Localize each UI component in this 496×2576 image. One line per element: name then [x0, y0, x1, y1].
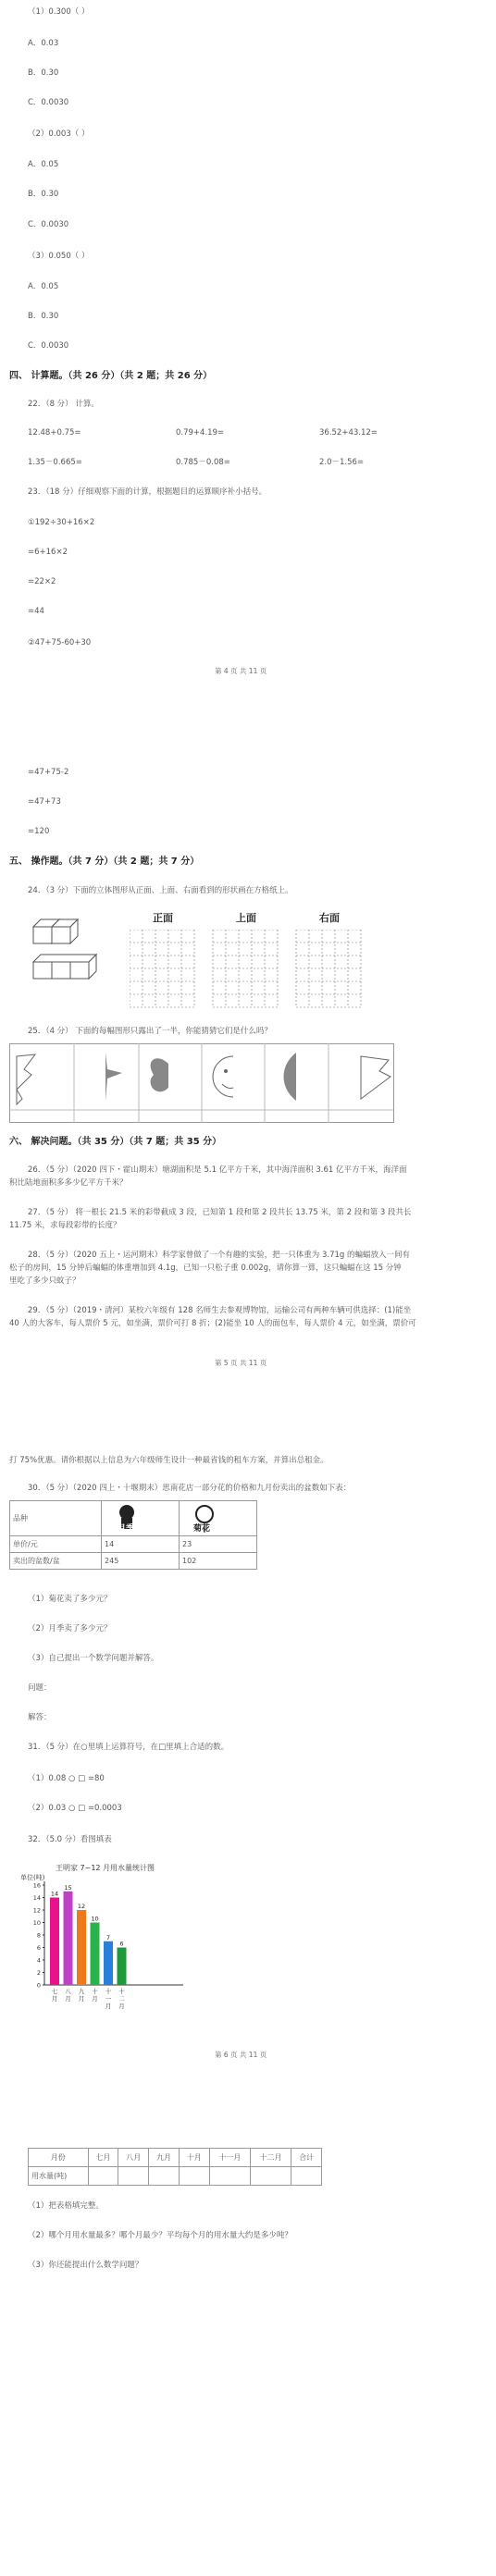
- q23-line: ②47+75-60+30: [28, 638, 92, 647]
- q3-2-label: （2）0.003（ ）: [28, 129, 90, 139]
- q28-line2: 松子的房间，15 分钟后蝙蝠的体重增加到 4.1g，已知一只松子重 0.002g，请你算一算，这只蝙蝠在这 15 分钟: [9, 1263, 402, 1273]
- x-tick-label: 十: [92, 1988, 98, 1995]
- half-face-icon: [213, 1056, 233, 1097]
- q23-line: =47+73: [28, 797, 61, 807]
- y-tick-label: 14: [32, 1894, 41, 1902]
- x-tick-label: 月: [51, 1995, 58, 2003]
- x-tick-label: 月: [105, 2003, 112, 2010]
- q22-item: 1.35－0.665=: [28, 458, 82, 467]
- bar-value-label: 6: [119, 1940, 124, 1948]
- section-6-title: 六、 解决问题。（共 35 分）（共 7 题；共 35 分）: [9, 1137, 222, 1147]
- x-tick-label: 月: [65, 1995, 71, 2003]
- answer-cell[interactable]: [88, 2167, 118, 2186]
- q3-3-label: （3）0.050（ ）: [28, 252, 90, 261]
- q3-3-option-c[interactable]: C．0.0030: [28, 341, 69, 351]
- y-tick-label: 16: [32, 1881, 41, 1890]
- table-header: 七月: [88, 2149, 118, 2167]
- q30-stem: 30．（5 分）（2020 四上・十堰期末）思南花店一部分花的价格和九月份卖出的盆数如下表：: [28, 1484, 352, 1493]
- q32-sub2: （2）哪个月用水量最多？哪个月最少？平均每个月的用水量大约是多少吨？: [28, 2231, 292, 2240]
- water-usage-bar-chart: [19, 1874, 194, 2013]
- y-tick-label: 4: [36, 1956, 41, 1965]
- bar: [64, 1892, 73, 1985]
- x-tick-label: 月: [78, 1995, 85, 2003]
- answer-grid[interactable]: [130, 930, 370, 1013]
- y-tick-label: 10: [32, 1919, 41, 1927]
- q29-line1: 29．（5 分）（2019・清河）某校六年级有 128 名师生去参观博物馆，运输公司有两种车辆可供选择：(1)能坐: [28, 1306, 412, 1315]
- q29-line3: 打 75%优惠。请你根据以上信息为六年级师生设计一种最省钱的租车方案，并算出总租金。: [9, 1456, 329, 1465]
- x-tick-label: 月: [118, 2003, 125, 2010]
- table-cell: 245: [102, 1553, 180, 1570]
- x-tick-label: 十: [105, 1988, 112, 1995]
- water-usage-table: [28, 2148, 322, 2186]
- q32-sub3: （3）你还能提出什么数学问题？: [28, 2261, 143, 2270]
- q3-2-option-b[interactable]: B．0.30: [28, 190, 59, 199]
- cube-face: [52, 962, 70, 979]
- y-tick-label: 2: [36, 1969, 41, 1977]
- bar-value-label: 12: [77, 1903, 86, 1910]
- x-tick-label: 月: [92, 1995, 98, 2003]
- q32-sub1: （1）把表格填完整。: [28, 2201, 104, 2211]
- y-tick-label: 12: [32, 1906, 41, 1915]
- q29-line2: 40 人的大客车，每人票价 5 元，如坐满，票价可打 8 折；(2)能坐 10 人的面包车，每人票价 4 元，如坐满，票价可: [9, 1319, 416, 1328]
- answer-cell[interactable]: [149, 2167, 180, 2186]
- bar-value-label: 10: [91, 1915, 99, 1923]
- bar: [104, 1941, 113, 1985]
- half-butterfly-icon: [151, 1058, 168, 1091]
- cube-face: [33, 955, 96, 962]
- bar: [77, 1910, 86, 1985]
- half-tree-icon: [17, 1054, 35, 1104]
- q27-line1: 27．（5 分） 将一根长 21.5 米的彩带截成 3 段，已知第 1 段和第 2 段共长 13.75 米，第 2 段和第 3 段共长: [28, 1208, 412, 1217]
- view-front-label: 正面: [153, 912, 173, 924]
- q31-stem: 31．（5 分）在○里填上运算符号，在□里填上合适的数。: [28, 1743, 229, 1752]
- q22-item: 2.0－1.56=: [319, 458, 365, 467]
- bar: [50, 1898, 59, 1986]
- q28-line3: 里吃了多少只蚊子？: [9, 1276, 81, 1286]
- q23-line: =47+75-2: [28, 768, 69, 777]
- page-number: 第 4 页 共 11 页: [215, 667, 267, 675]
- q24-stem: 24．（3 分）下面的立体图形从正面、上面、右面看到的形状画在方格纸上。: [28, 886, 293, 895]
- bar-value-label: 7: [105, 1933, 111, 1941]
- x-tick-label: 一: [105, 1995, 112, 2003]
- bar: [91, 1923, 100, 1986]
- q26-line2: 积比陆地面积多多少亿平方千米？: [9, 1178, 128, 1188]
- chart-title: 王明家 7~12 月用水量统计图: [56, 1864, 155, 1872]
- half-figures-panel: [9, 1043, 398, 1127]
- y-tick-label: 0: [36, 1981, 41, 1990]
- q23-line: =44: [28, 607, 44, 616]
- bar-value-label: 15: [64, 1883, 72, 1892]
- table-cell: 14: [102, 1536, 180, 1553]
- half-leaf-icon: [284, 1053, 297, 1101]
- x-tick-label: 七: [51, 1988, 58, 1995]
- table-header: 合计: [291, 2149, 322, 2167]
- q22-item: 0.79+4.19=: [176, 428, 225, 438]
- y-axis-label: 单位(吨): [20, 1874, 45, 1881]
- table-header: 八月: [118, 2149, 149, 2167]
- table-header-chrysanthemum: [180, 1501, 257, 1536]
- q31-sub1[interactable]: （1）0.08 ○ □ =80: [28, 1774, 105, 1783]
- bar: [118, 1948, 127, 1986]
- q30-sub1: （1）菊花卖了多少元？: [28, 1595, 112, 1604]
- table-header-rose: [102, 1501, 180, 1536]
- q23-line: ①192÷30+16×2: [28, 518, 95, 527]
- rose-label: 月季: [118, 1523, 135, 1534]
- q32-stem: 32．（5.0 分）看图填表: [28, 1835, 112, 1844]
- half-star-icon: [105, 1053, 122, 1101]
- table-header: 品种: [10, 1501, 102, 1536]
- q22-item: 12.48+0.75=: [28, 428, 81, 438]
- q23-line: =22×2: [28, 577, 56, 586]
- page-number: 第 5 页 共 11 页: [215, 1359, 267, 1367]
- y-tick-label: 6: [36, 1944, 41, 1952]
- q3-1-option-b[interactable]: B．0.30: [28, 68, 59, 78]
- question-label: 问题：: [28, 1683, 52, 1693]
- table-header: 十一月: [209, 2149, 250, 2167]
- view-top-label: 上面: [236, 912, 256, 924]
- section-5-title: 五、 操作题。（共 7 分）（共 2 题；共 7 分）: [9, 857, 200, 867]
- cube-face: [33, 927, 52, 943]
- q25-stem: 25．（4 分） 下面的每幅图形只露出了一半，你能猜猜它们是什么吗？: [28, 1027, 272, 1036]
- table-cell: 23: [180, 1536, 257, 1553]
- q31-sub2[interactable]: （2）0.03 ○ □ =0.0003: [28, 1804, 122, 1813]
- q26-line1: 26．（5 分）（2020 四下・霍山期末）塘湖面积是 5.1 亿平方千米，其中海洋面积 3.61 亿平方千米，海洋面: [28, 1165, 407, 1175]
- table-cell: 102: [180, 1553, 257, 1570]
- q3-3-option-a[interactable]: A．0.05: [28, 282, 59, 291]
- answer-cell[interactable]: [179, 2167, 209, 2186]
- bar-value-label: 14: [50, 1890, 59, 1898]
- table-header: 十月: [179, 2149, 209, 2167]
- cube-face: [52, 927, 70, 943]
- answer-label: 解答：: [28, 1713, 52, 1722]
- table-cell: 卖出的盆数/盆: [10, 1553, 102, 1570]
- q3-1-label: （1）0.300（ ）: [28, 7, 90, 17]
- q22-item: 0.785－0.08=: [176, 458, 230, 467]
- q23-line: =120: [28, 827, 50, 836]
- q3-2-option-c[interactable]: C．0.0030: [28, 220, 69, 229]
- view-right-label: 右面: [319, 912, 340, 924]
- table-header: 十二月: [250, 2149, 291, 2167]
- q22-stem: 22．（8 分） 计算。: [28, 400, 99, 409]
- x-tick-label: 十: [118, 1988, 125, 1995]
- y-tick-label: 8: [36, 1931, 41, 1940]
- answer-cell[interactable]: [118, 2167, 149, 2186]
- q30-sub2: （2）月季卖了多少元？: [28, 1624, 112, 1633]
- flower-price-table: [9, 1500, 257, 1570]
- x-tick-label: 八: [65, 1988, 71, 1995]
- q3-3-option-b[interactable]: B．0.30: [28, 312, 59, 321]
- q28-line1: 28．（5 分）（2020 五上・运河期末）科学家曾做了一个有趣的实验，把一只体重为 3.71g 的蝙蝠放入一间有: [28, 1251, 410, 1260]
- cube-face: [70, 962, 89, 979]
- q23-stem: 23．（18 分）仔细观察下面的计算，根据题目的运算顺序补小括号。: [28, 487, 267, 497]
- q27-line2: 11.75 米，求每段彩带的长度？: [9, 1221, 121, 1230]
- answer-cell[interactable]: [250, 2167, 291, 2186]
- table-cell: 单价/元: [10, 1536, 102, 1553]
- table-header: 月份: [29, 2149, 89, 2167]
- chrysanthemum-label: 菊花: [193, 1523, 211, 1534]
- row-label: 用水量(吨): [29, 2167, 89, 2186]
- table-header: 九月: [149, 2149, 180, 2167]
- q3-1-option-c[interactable]: C．0.0030: [28, 98, 69, 107]
- answer-cell[interactable]: [209, 2167, 250, 2186]
- q22-item: 36.52+43.12=: [319, 428, 378, 438]
- cube-face: [33, 962, 52, 979]
- q23-line: =6+16×2: [28, 548, 68, 557]
- half-fan-icon: [361, 1056, 391, 1099]
- section-4-title: 四、 计算题。（共 26 分）（共 2 题；共 26 分）: [9, 371, 213, 381]
- q3-2-option-a[interactable]: A．0.05: [28, 160, 59, 169]
- q30-sub3: （3）自己提出一个数学问题并解答。: [28, 1654, 159, 1663]
- x-tick-label: 二: [118, 1995, 125, 2003]
- page-number: 第 6 页 共 11 页: [215, 2051, 267, 2059]
- x-tick-label: 九: [78, 1988, 85, 1995]
- cube-figure: [26, 906, 118, 990]
- answer-cell[interactable]: [291, 2167, 322, 2186]
- q3-1-option-a[interactable]: A．0.03: [28, 39, 59, 48]
